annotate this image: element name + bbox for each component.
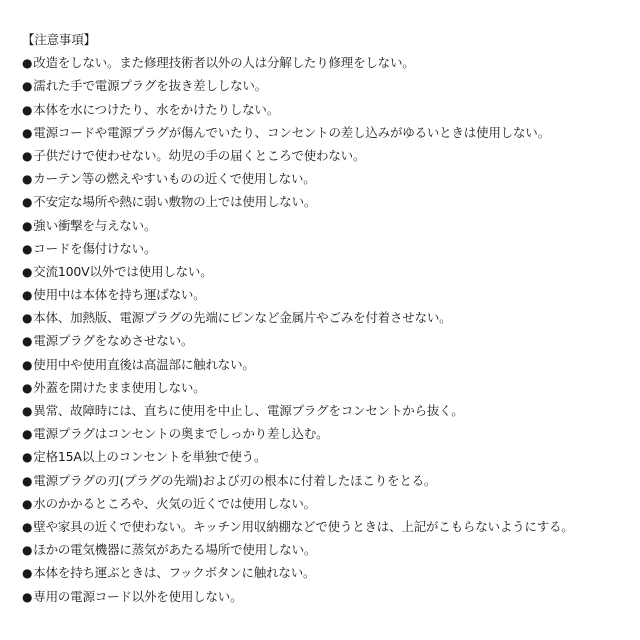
caution-heading: 【注意事項】 <box>22 32 96 47</box>
caution-item <box>22 585 640 608</box>
bullet-icon: ● <box>22 264 33 279</box>
bullet-icon: ● <box>22 543 33 558</box>
caution-item <box>22 121 640 144</box>
caution-item-text: 使用中や使用直後は高温部に触れない。 <box>33 356 255 372</box>
caution-item <box>22 515 640 538</box>
caution-item-text: コードを傷付けない。 <box>33 240 157 256</box>
caution-item <box>22 538 640 561</box>
caution-item-text: 交流100V以外では使用しない。 <box>33 263 213 279</box>
bullet-icon: ● <box>22 427 33 442</box>
bullet-icon: ● <box>22 589 33 604</box>
bullet-icon: ● <box>22 218 33 233</box>
caution-item <box>22 422 640 445</box>
caution-item <box>22 190 640 213</box>
caution-item-text: 電源プラグの刃(プラグの先端)および刃の根本に付着したほこりをとる。 <box>33 472 437 488</box>
caution-item <box>22 353 640 376</box>
bullet-icon: ● <box>22 566 33 581</box>
bullet-icon: ● <box>22 79 33 94</box>
caution-item-text: 強い衝撃を与えない。 <box>33 217 157 233</box>
bullet-icon: ● <box>22 56 33 71</box>
caution-item-text: ほかの電気機器に蒸気があたる場所で使用しない。 <box>33 542 317 558</box>
bullet-icon: ● <box>22 380 33 395</box>
caution-item-text: 専用の電源コード以外を使用しない。 <box>33 588 243 604</box>
caution-item <box>22 144 640 167</box>
bullet-icon: ● <box>22 519 33 534</box>
caution-item-text: 定格15A以上のコンセントを単独で使う。 <box>33 449 267 465</box>
bullet-icon: ● <box>22 148 33 163</box>
bullet-icon: ● <box>22 241 33 256</box>
caution-item-text: 本体を持ち運ぶときは、フックボタンに触れない。 <box>33 565 316 581</box>
caution-item <box>22 376 640 399</box>
caution-item-text: 水のかかるところや、火気の近くでは使用しない。 <box>33 495 316 511</box>
caution-item <box>22 445 640 468</box>
bullet-icon: ● <box>22 450 33 465</box>
bullet-icon: ● <box>22 102 33 117</box>
caution-item-text: 子供だけで使わせない。幼児の手の届くところで使わない。 <box>33 147 366 163</box>
caution-item-text: 電源コードや電源プラグが傷んでいたり、コンセントの差し込みがゆるいときは使用しない。 <box>33 124 550 140</box>
caution-item-text: 改造をしない。また修理技術者以外の人は分解したり修理をしない。 <box>33 55 415 71</box>
bullet-icon: ● <box>22 404 33 418</box>
caution-item <box>22 214 640 237</box>
bullet-icon: ● <box>22 172 33 187</box>
bullet-icon: ● <box>22 125 33 140</box>
caution-item-text: 壁や家具の近くで使わない。キッチン用収納棚などで使うときは、上記がこもらないようにする。 <box>33 518 574 534</box>
bullet-icon: ● <box>22 288 33 303</box>
caution-item <box>22 98 640 121</box>
caution-item-text: 本体、加熱版、電源プラグの先端にピンなど金属片やごみを付着させない。 <box>33 310 452 326</box>
caution-item <box>22 237 640 260</box>
caution-item <box>22 561 640 584</box>
bullet-icon: ● <box>22 357 33 372</box>
caution-item-text: 使用中は本体を持ち運ばない。 <box>33 287 206 303</box>
caution-item <box>22 399 640 422</box>
caution-item <box>22 283 640 306</box>
caution-item-text: 電源プラグはコンセントの奥までしっかり差し込む。 <box>33 426 329 442</box>
caution-item-text: 異常、故障時には、直ちに使用を中止し、電源プラグをコンセントから抜く。 <box>33 403 464 418</box>
caution-item <box>22 260 640 283</box>
caution-item <box>22 74 640 97</box>
caution-item-text: 電源プラグをなめさせない。 <box>33 333 194 349</box>
caution-item-text: 本体を水につけたり、水をかけたりしない。 <box>33 101 280 117</box>
caution-item-text: カーテン等の燃えやすいものの近くで使用しない。 <box>33 171 316 187</box>
caution-item-text: 濡れた手で電源プラグを抜き差ししない。 <box>33 78 267 94</box>
bullet-icon: ● <box>22 195 33 210</box>
bullet-icon: ● <box>22 473 33 488</box>
bullet-icon: ● <box>22 496 33 511</box>
caution-item <box>22 51 640 74</box>
caution-item-text: 外蓋を開けたまま使用しない。 <box>33 379 206 395</box>
bullet-icon: ● <box>22 334 33 349</box>
caution-item <box>22 167 640 190</box>
bullet-icon: ● <box>22 311 33 326</box>
caution-item <box>22 329 640 352</box>
caution-item <box>22 469 640 492</box>
caution-item-text: 不安定な場所や熱に弱い敷物の上では使用しない。 <box>33 194 317 210</box>
caution-item <box>22 492 640 515</box>
caution-item <box>22 306 640 329</box>
caution-list <box>22 51 640 608</box>
